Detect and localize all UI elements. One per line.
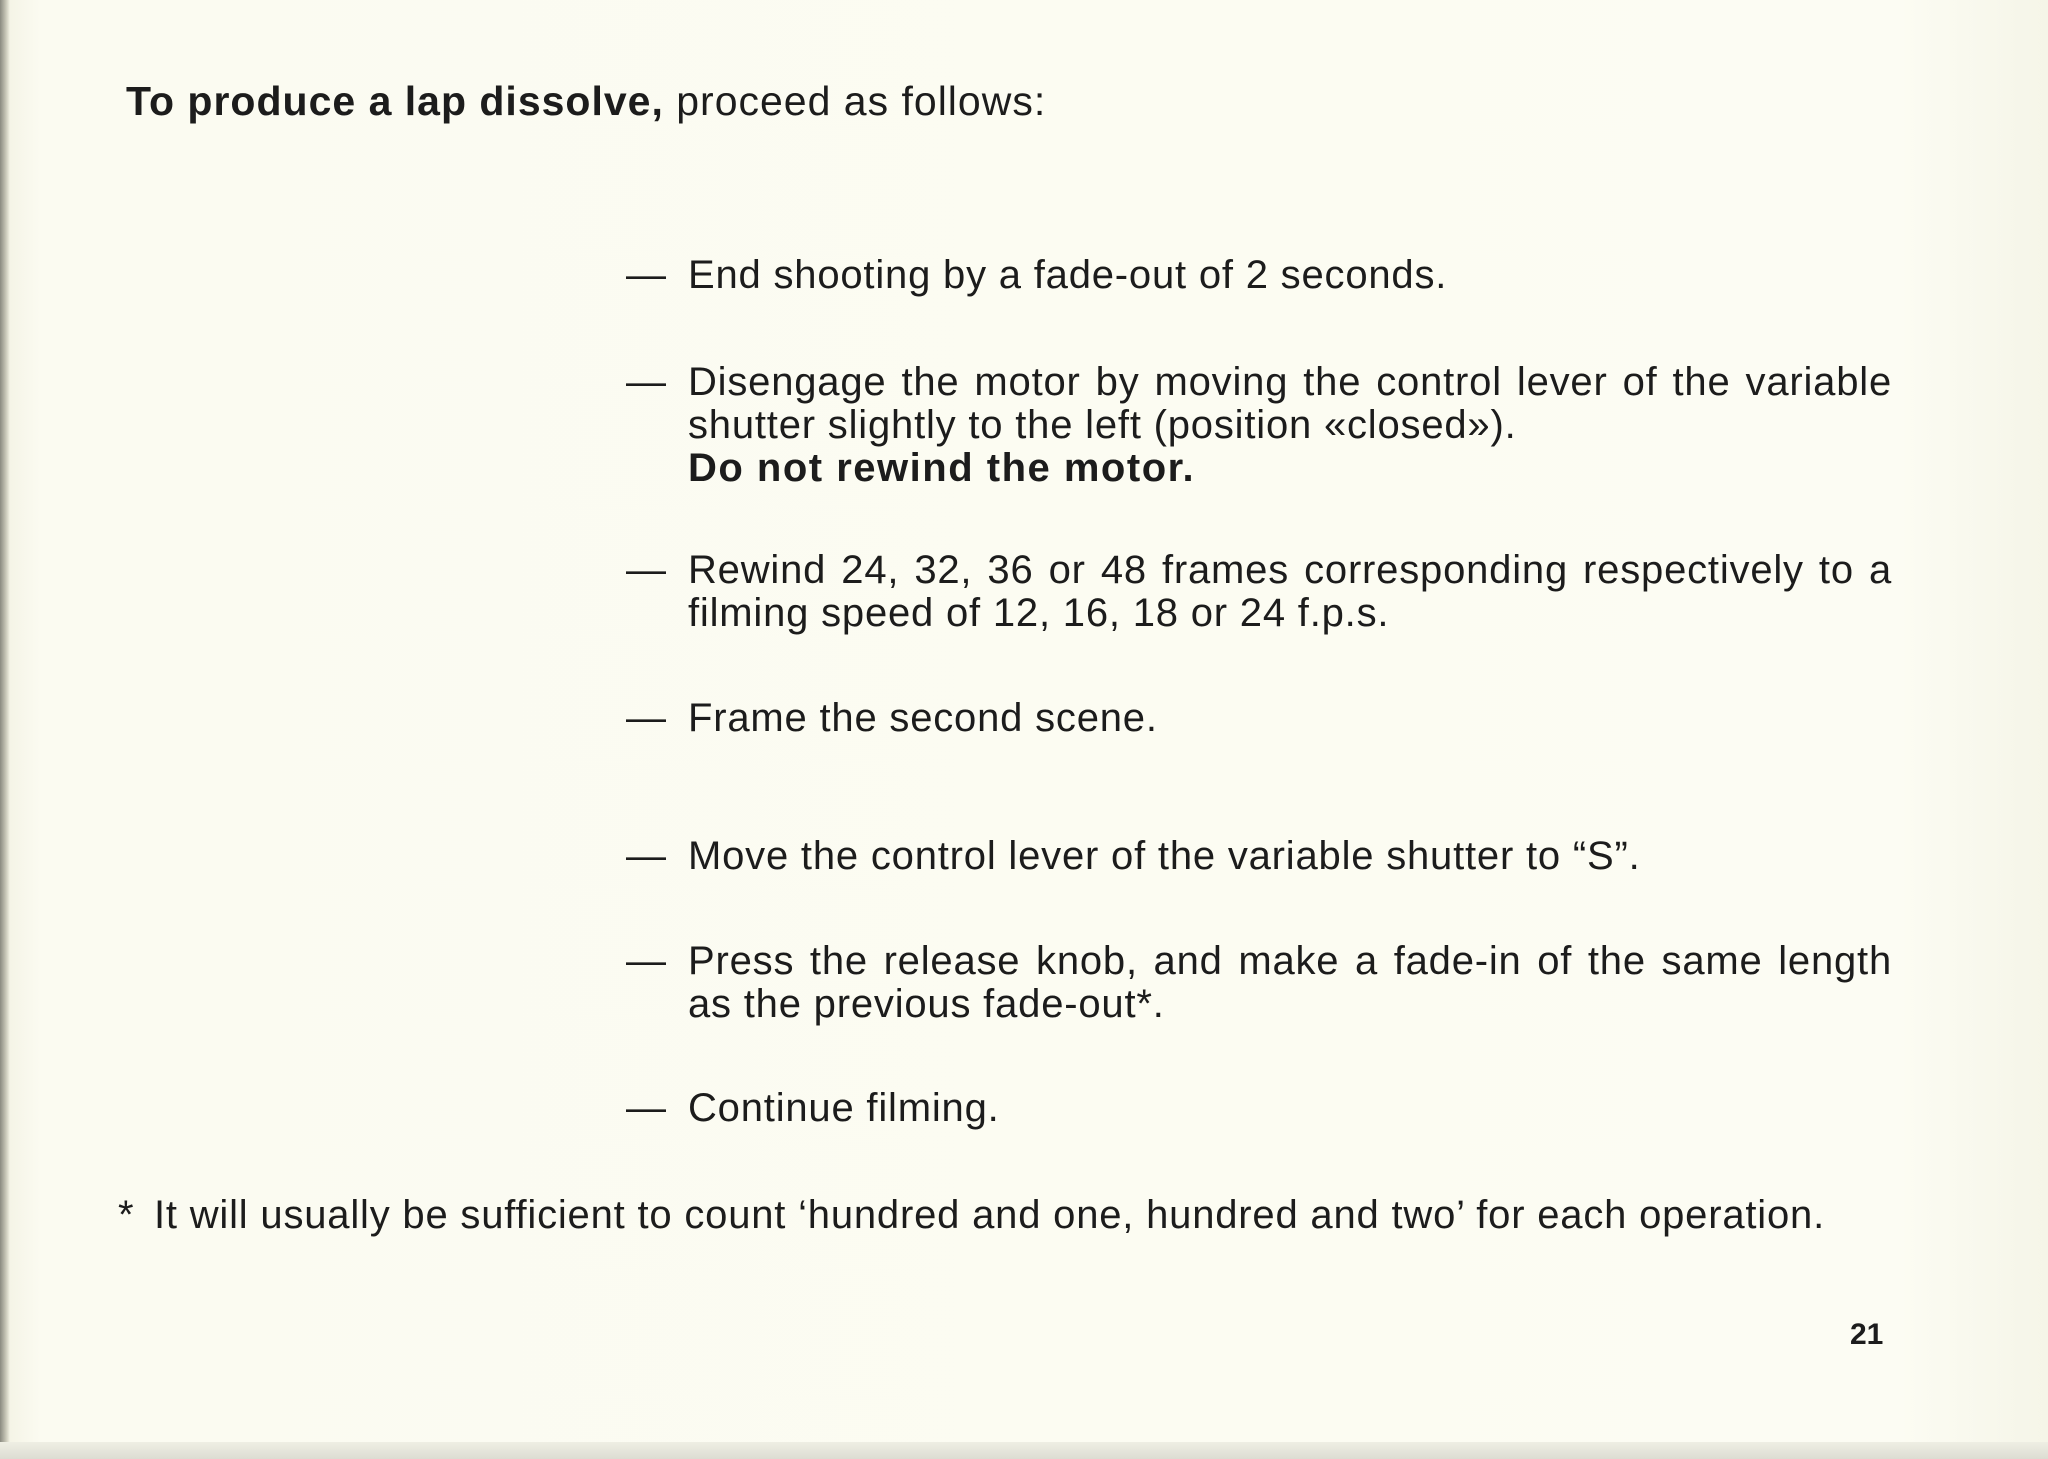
- step-dash: —: [626, 696, 667, 740]
- step-text: Rewind 24, 32, 36 or 48 frames corresponding respectively to a filming speed of 12, 16, 18 or 24 f.p.s.: [688, 548, 1892, 635]
- step-item: [626, 1087, 1892, 1130]
- step-item: [626, 697, 1892, 740]
- step-item: [626, 549, 1892, 635]
- page-number: 21: [1850, 1318, 1884, 1351]
- page-binding-edge: [0, 0, 10, 1459]
- step-dash: —: [626, 253, 667, 297]
- step-item: [626, 940, 1892, 1026]
- step-dash: —: [626, 1086, 667, 1130]
- step-item: [626, 835, 1892, 878]
- footnote-asterisk: *: [118, 1193, 135, 1237]
- page-bottom-edge: [0, 1442, 2048, 1459]
- step-warning: Do not rewind the motor.: [688, 446, 1196, 490]
- step-dash: —: [626, 939, 667, 983]
- heading-rest: proceed as follows:: [663, 78, 1047, 124]
- step-item: [626, 254, 1892, 297]
- step-dash: —: [626, 834, 667, 878]
- footnote-text: It will usually be sufficient to count ‘hundred and one, hundred and two’ for each operation.: [154, 1193, 1826, 1237]
- step-text: Move the control lever of the variable shutter to “S”.: [688, 834, 1641, 878]
- step-text: Frame the second scene.: [688, 696, 1158, 740]
- step-dash: —: [626, 360, 667, 404]
- section-heading: [126, 78, 1046, 125]
- step-text: Disengage the motor by moving the control lever of the variable shutter slightly to the left (position «closed»).: [688, 360, 1892, 447]
- step-text: End shooting by a fade-out of 2 seconds.: [688, 253, 1448, 297]
- heading-bold: To produce a lap dissolve,: [126, 78, 664, 124]
- step-item: [626, 361, 1892, 490]
- step-dash: —: [626, 548, 667, 592]
- step-text: Continue filming.: [688, 1086, 1000, 1130]
- step-text: Press the release knob, and make a fade-in of the same length as the previous fade-out*.: [688, 939, 1892, 1026]
- footnote: [118, 1194, 1888, 1237]
